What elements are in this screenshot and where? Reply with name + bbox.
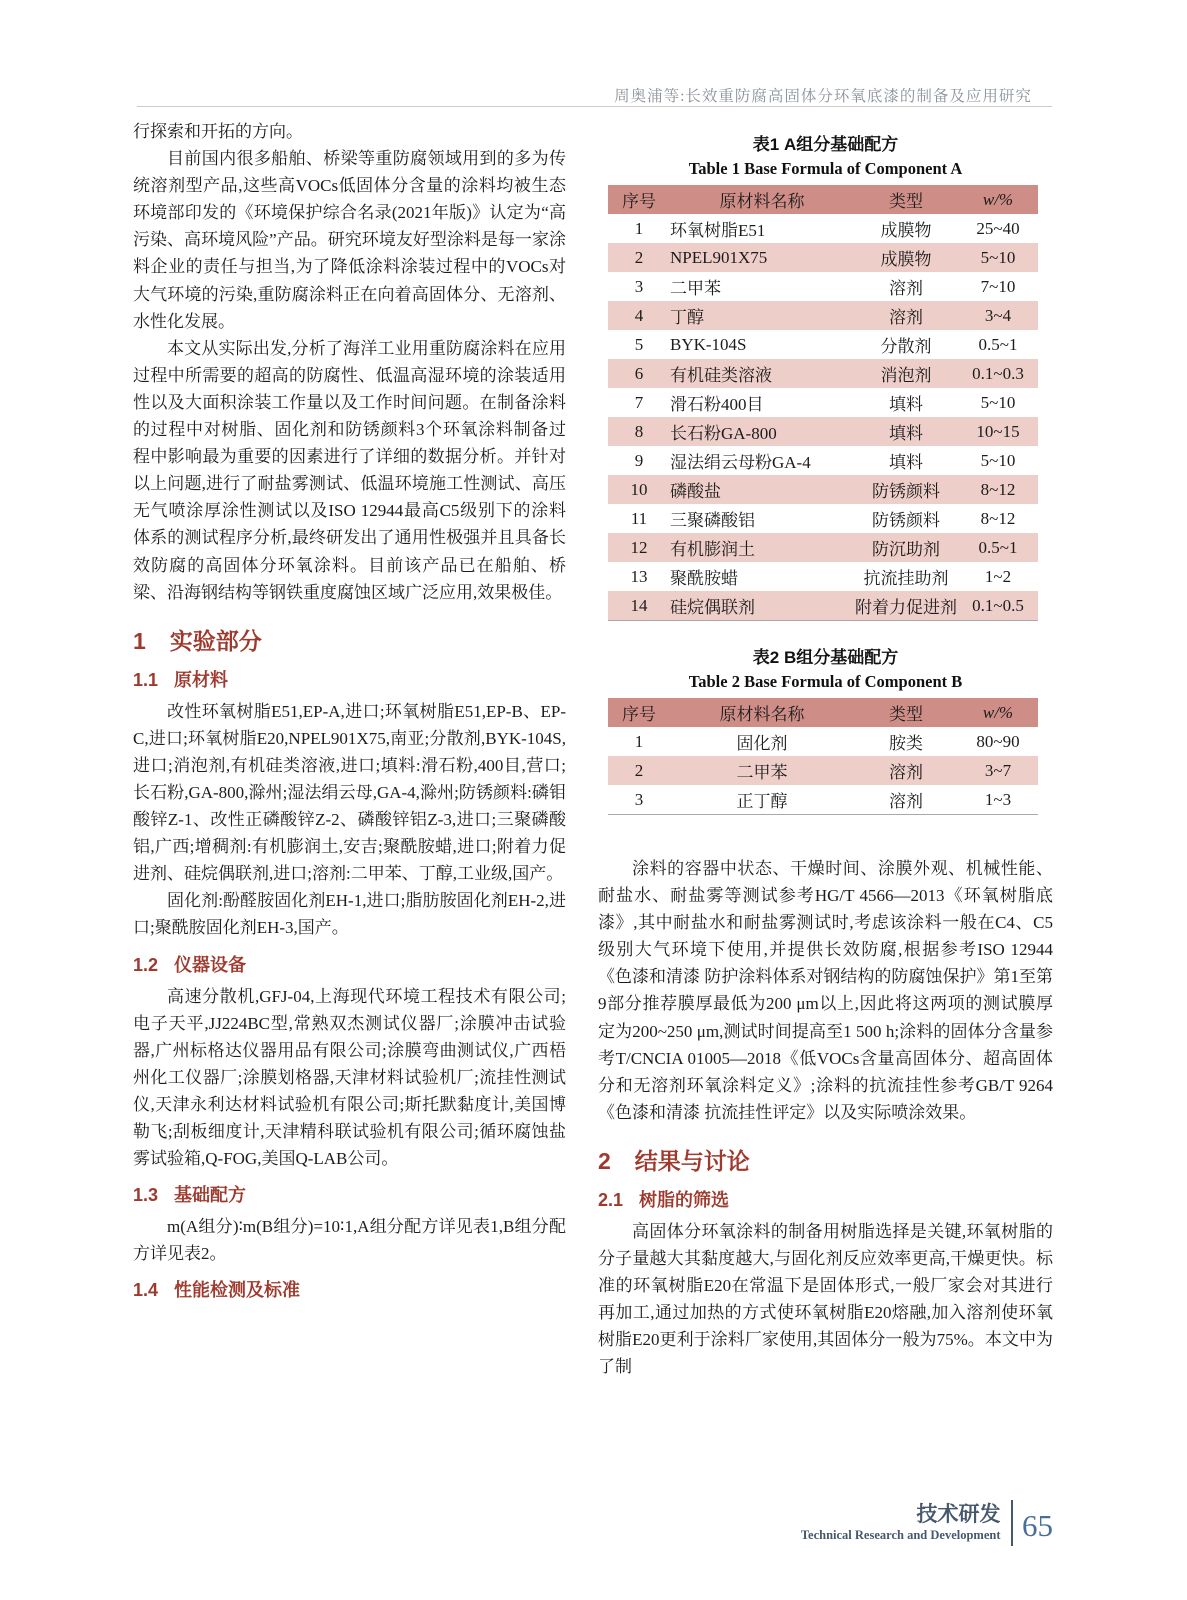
cell-weight: 80~90: [976, 731, 1020, 751]
cell-name: 二甲苯: [736, 763, 788, 782]
section-title: 性能检测及标准: [174, 1280, 301, 1301]
section-number: 1: [133, 627, 146, 654]
cell-name: 三聚磷酸铝: [670, 511, 755, 530]
cell-type: 成膜物: [880, 221, 932, 240]
cell-type: 成膜物: [880, 250, 932, 269]
cell-name: BYK-104S: [670, 334, 747, 354]
footer-section-labels: [801, 1503, 1001, 1543]
col-header-name: 原材料名称: [719, 705, 805, 724]
paragraph: m(A组分)∶m(B组分)=10∶1,A组分配方详见表1,B组分配方详见表2。: [133, 1217, 566, 1264]
section-heading-1: [133, 623, 566, 656]
cell-name: 长石粉GA-800: [670, 424, 777, 443]
table2-caption-en: Table 2 Base Formula of Component B: [688, 672, 963, 691]
table-row: [608, 475, 1038, 504]
section-heading-2: [598, 1143, 1053, 1176]
subsection-heading-1-1: [133, 666, 566, 692]
table-row: [608, 591, 1038, 621]
cell-weight: 5~10: [980, 450, 1016, 470]
left-column: [133, 118, 566, 1308]
table-row: [608, 417, 1038, 446]
cell-name: 硅烷偶联剂: [670, 598, 755, 617]
table-header-row: [608, 185, 1038, 214]
cell-seq: 14: [630, 595, 648, 615]
cell-name: 有机膨润土: [670, 540, 755, 559]
paragraph: 行探索和开拓的方向。: [133, 122, 303, 141]
cell-weight: 1~2: [984, 566, 1012, 586]
table-row: [608, 504, 1038, 533]
paragraph: 高固体分环氧涂料的制备用树脂选择是关键,环氧树脂的分子量越大其黏度越大,与固化剂反应效率更高,干燥更快。标准的环氧树脂E20在常温下是固体形式,一般厂家会对其进行再加工,通过加热的方式使环氧树脂E20熔融,加入溶剂使环氧树脂E20更利于涂料厂家使用,其固体分一般为75%。本文中为了制: [598, 1221, 1053, 1377]
cell-seq: 2: [634, 760, 644, 780]
table2-caption-zh: 表2 B组分基础配方: [752, 648, 899, 667]
table-row: [608, 756, 1038, 785]
col-header-seq: 序号: [622, 705, 656, 724]
cell-seq: 11: [630, 508, 648, 528]
table1-caption-en: Table 1 Base Formula of Component A: [688, 159, 963, 178]
paragraph: 本文从实际出发,分析了海洋工业用重防腐涂料在应用过程中所需要的超高的防腐性、低温高湿环境的涂装适用性以及大面积涂装工作量以及工作时间问题。在制备涂料的过程中对树脂、固化剂和防锈颜料3个环氧涂料制备过程中影响最为重要的因素进行了详细的数据分析。并针对以上问题,进行了耐盐雾测试、低温环境施工性测试、高压无气喷涂厚涂性测试以及ISO 12944最高C5级别下的涂料体系的测试程序分析,最终研发出了通用性极强并且具备长效防腐的高固体分环氧涂料。目前该产品已在船舶、桥梁、沿海钢结构等钢铁重度腐蚀区域广泛应用,效果极佳。: [133, 338, 566, 602]
cell-type: 填料: [889, 453, 923, 472]
cell-weight: 5~10: [980, 247, 1016, 267]
paragraph: 涂料的容器中状态、干燥时间、涂膜外观、机械性能、耐盐水、耐盐雾等测试参考HG/T 4566—2013《环氧树脂底漆》,其中耐盐水和耐盐雾测试时,考虑该涂料一般在C4、C5级别大气环境下使用,并提供长效防腐,根据参考ISO 12944《色漆和清漆 防护涂料体系对钢结构的防腐蚀保护》第1至第9部分推荐膜厚最低为200 μm以上,因此将这两项的测试膜厚定为200~250 μm,测试时间提高至1 500 h;涂料的固体分含量参考T/CNCIA 01005—2018《低VOCs含量高固体分、超高固体分和无溶剂环氧涂料定义》;涂料的抗流挂性参考GB/T 9264《色漆和清漆 抗流挂性评定》以及实际喷涂效果。: [598, 859, 1053, 1122]
cell-seq: 3: [634, 789, 644, 809]
cell-weight: 5~10: [980, 392, 1016, 412]
paragraph: 目前国内很多船舶、桥梁等重防腐领域用到的多为传统溶剂型产品,这些高VOCs低固体分含量的涂料均被生态环境部印发的《环境保护综合名录(2021年版)》认定为“高污染、高环境风险”产品。研究环境友好型涂料是每一家涂料企业的责任与担当,为了降低涂料涂装过程中的VOCs对大气环境的污染,重防腐涂料正在向着高固体分、无溶剂、水性化发展。: [133, 149, 566, 331]
cell-weight: 7~10: [980, 276, 1016, 296]
cell-seq: 3: [634, 276, 644, 296]
cell-type: 溶剂: [889, 763, 923, 782]
table-row: [608, 243, 1038, 272]
cell-weight: 1~3: [984, 789, 1012, 809]
cell-weight: 0.5~1: [978, 537, 1018, 557]
cell-type: 溶剂: [889, 279, 923, 298]
subsection-heading-1-4: [133, 1276, 566, 1302]
cell-weight: 3~7: [984, 760, 1012, 780]
paragraph: 改性环氧树脂E51,EP-A,进口;环氧树脂E51,EP-B、EP-C,进口;环氧树脂E20,NPEL901X75,南亚;分散剂,BYK-104S,进口;消泡剂,有机硅类溶液,进口;填料:滑石粉,400目,营口;长石粉,GA-800,滁州;湿法绢云母,GA-4,滁州;防锈颜料:磷钼酸锌Z-1、改性正磷酸锌Z-2、磷酸锌铝Z-3,进口;三聚磷酸铝,广西;增稠剂:有机膨润土,安吉;聚酰胺蜡,进口;附着力促进剂、硅烷偶联剂,进口;溶剂:二甲苯、丁醇,工业级,国产。: [133, 701, 566, 884]
section-number: 2.1: [598, 1189, 624, 1210]
cell-seq: 1: [634, 218, 644, 238]
col-header-type: 类型: [889, 192, 923, 211]
cell-type: 填料: [889, 395, 923, 414]
table-row: [608, 330, 1038, 359]
table-row: [608, 727, 1038, 756]
cell-name: 磷酸盐: [670, 482, 721, 501]
col-header-seq: 序号: [622, 192, 656, 211]
cell-seq: 13: [630, 566, 648, 586]
cell-name: 正丁醇: [736, 792, 788, 811]
subsection-heading-1-3: [133, 1181, 566, 1207]
cell-name: 湿法绢云母粉GA-4: [670, 453, 811, 472]
col-header-weight: w/%: [982, 189, 1014, 209]
cell-type: 消泡剂: [880, 366, 932, 385]
cell-name: 二甲苯: [670, 279, 721, 298]
cell-name: NPEL901X75: [670, 247, 768, 267]
col-header-type: 类型: [889, 705, 923, 724]
cell-type: 填料: [889, 424, 923, 443]
section-number: 1.4: [133, 1280, 159, 1301]
right-column: [598, 130, 1053, 1381]
cell-name: 丁醇: [670, 308, 704, 327]
cell-type: 防锈颜料: [872, 511, 940, 530]
table-row: [608, 446, 1038, 475]
section-number: 1.1: [133, 669, 159, 690]
table-row: [608, 533, 1038, 562]
subsection-heading-2-1: [598, 1186, 1053, 1212]
cell-seq: 1: [634, 731, 644, 751]
section-title: 实验部分: [169, 627, 262, 654]
cell-name: 滑石粉400目: [670, 395, 764, 414]
table1-caption-zh: 表1 A组分基础配方: [752, 135, 899, 154]
section-title: 原材料: [174, 669, 229, 690]
table-row: [608, 562, 1038, 591]
paragraph: 固化剂:酚醛胺固化剂EH-1,进口;脂肪胺固化剂EH-2,进口;聚酰胺固化剂EH-3,国产。: [133, 891, 566, 938]
cell-seq: 12: [630, 537, 648, 557]
cell-weight: 0.5~1: [978, 334, 1018, 354]
table-header-row: [608, 698, 1038, 727]
cell-type: 抗流挂助剂: [863, 569, 949, 588]
col-header-weight: w/%: [982, 702, 1014, 722]
cell-weight: 8~12: [980, 479, 1016, 499]
table-row: [608, 785, 1038, 815]
cell-type: 溶剂: [889, 792, 923, 811]
footer-section-en: Technical Research and Development: [800, 1528, 1001, 1543]
section-number: 1.3: [133, 1185, 159, 1206]
cell-weight: 8~12: [980, 508, 1016, 528]
cell-weight: 3~4: [984, 305, 1012, 325]
table-component-a: [608, 185, 1038, 621]
cell-seq: 5: [634, 334, 644, 354]
cell-type: 防沉助剂: [872, 540, 940, 559]
section-number: 2: [598, 1147, 611, 1174]
section-title: 仪器设备: [174, 954, 247, 975]
header-rule: [137, 106, 1052, 107]
cell-type: 防锈颜料: [872, 482, 940, 501]
cell-name: 固化剂: [736, 734, 788, 753]
page-number: 65: [1022, 1508, 1053, 1543]
cell-weight: 0.1~0.3: [972, 363, 1024, 383]
cell-name: 聚酰胺蜡: [670, 569, 738, 588]
cell-type: 溶剂: [889, 308, 923, 327]
cell-seq: 4: [634, 305, 644, 325]
cell-seq: 10: [630, 479, 648, 499]
cell-weight: 25~40: [976, 218, 1020, 238]
page-footer: [801, 1500, 1053, 1546]
cell-name: 有机硅类溶液: [670, 366, 772, 385]
cell-seq: 9: [634, 450, 644, 470]
table-row: [608, 272, 1038, 301]
cell-seq: 6: [634, 363, 644, 383]
cell-type: 胺类: [889, 734, 923, 753]
section-title: 结果与讨论: [634, 1147, 750, 1174]
spacer: [598, 621, 1053, 643]
cell-weight: 10~15: [976, 421, 1020, 441]
table-row: [608, 214, 1038, 243]
cell-seq: 8: [634, 421, 644, 441]
cell-seq: 7: [634, 392, 644, 412]
cell-type: 分散剂: [880, 337, 932, 356]
section-number: 1.2: [133, 954, 159, 975]
cell-name: 环氧树脂E51: [670, 221, 766, 240]
paragraph: 高速分散机,GFJ-04,上海现代环境工程技术有限公司;电子天平,JJ224BC型,常熟双杰测试仪器厂;涂膜冲击试验器,广州标格达仪器用品有限公司;涂膜弯曲测试仪,广西梧州化工仪器厂;涂膜划格器,天津材料试验机厂;流挂性测试仪,天津永利达材料试验机有限公司;斯托默黏度计,美国博勒飞;刮板细度计,天津精科联试验机有限公司;循环腐蚀盐雾试验箱,Q-FOG,美国Q-LAB公司。: [133, 986, 566, 1169]
section-title: 基础配方: [174, 1185, 247, 1206]
section-title: 树脂的筛选: [639, 1189, 730, 1210]
table-row: [608, 301, 1038, 330]
cell-weight: 0.1~0.5: [972, 595, 1024, 615]
table-row: [608, 359, 1038, 388]
cell-seq: 2: [634, 247, 644, 267]
subsection-heading-1-2: [133, 951, 566, 977]
table-component-b: [608, 698, 1038, 815]
footer-divider: [1011, 1500, 1014, 1546]
footer-section-zh: 技术研发: [916, 1502, 1001, 1526]
spacer: [598, 815, 1053, 855]
col-header-name: 原材料名称: [719, 192, 805, 211]
cell-type: 附着力促进剂: [855, 598, 957, 617]
running-title: 周奥浦等:长效重防腐高固体分环氧底漆的制备及应用研究: [614, 88, 1032, 105]
table-row: [608, 388, 1038, 417]
